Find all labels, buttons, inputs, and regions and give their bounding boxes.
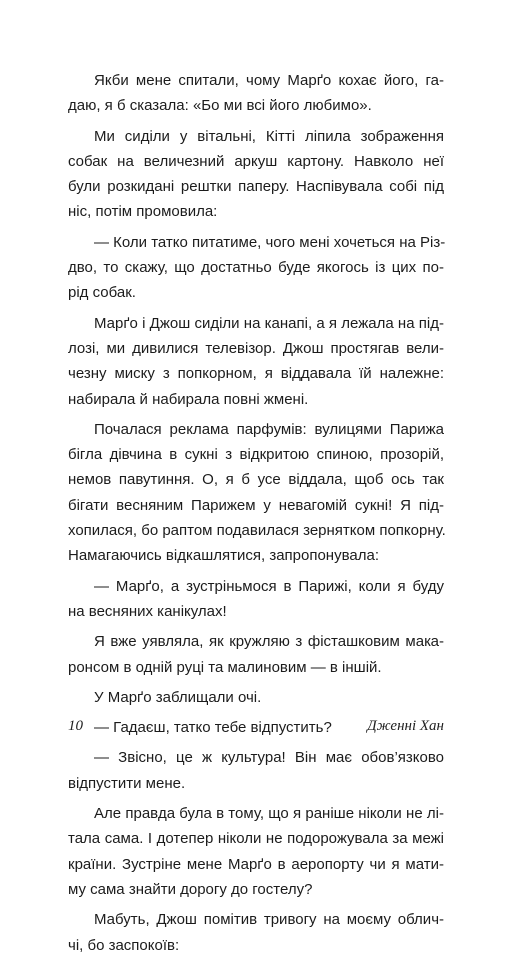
text-line: рід собак. bbox=[68, 284, 136, 302]
paragraph bbox=[68, 801, 444, 902]
text-line: немов павутиння. О, я б усе віддала, щоб ось так bbox=[68, 471, 444, 489]
text-line: хопилася, бо раптом подавилася зернятком попкорну. bbox=[68, 522, 446, 540]
text-line: чезну миску з попкорном, я віддавала їй належне: bbox=[68, 365, 444, 383]
book-page-body bbox=[68, 68, 444, 963]
text-line: — Марґо, а зустріньмося в Парижі, коли я буду bbox=[94, 577, 444, 595]
text-line: Я вже уявляла, як кружляю з фісташковим макa- bbox=[94, 633, 444, 651]
text-line: — Звісно, це ж культура! Він має обов’язково bbox=[94, 749, 444, 767]
text-line: даю, я б сказала: «Бо ми всі його любимо». bbox=[68, 97, 372, 115]
text-line: набирала й набирала повні жмені. bbox=[68, 390, 309, 408]
text-line: Ми сиділи у вітальні, Кітті ліпила зображення bbox=[94, 127, 444, 145]
text-line: — Гадаєш, татко тебе відпустить? bbox=[94, 719, 332, 737]
text-line: му сама знайти дорогу до гостелу? bbox=[68, 880, 313, 898]
text-line: ніс, потім промовила: bbox=[68, 203, 218, 221]
text-line: У Марґо заблищали очі. bbox=[94, 688, 262, 706]
text-line: Марґо і Джош сиділи на канапі, а я лежала на під- bbox=[94, 314, 444, 332]
text-line: відпустити мене. bbox=[68, 774, 186, 792]
paragraph bbox=[68, 907, 444, 958]
paragraph bbox=[68, 417, 444, 569]
page-number: 10 bbox=[68, 718, 83, 734]
text-line: ронсом в одній руці та малиновим — в іншій. bbox=[68, 658, 382, 676]
text-line: собак на величезний аркуш картону. Навколо неї bbox=[68, 152, 444, 170]
text-line: чі, бо заспокоїв: bbox=[68, 936, 180, 954]
paragraph bbox=[68, 685, 444, 710]
text-line: бігла дівчина в сукні з відкритою спиною, прозорій, bbox=[68, 446, 444, 464]
text-line: — Коли татко питатиме, чого мені хочеться на Різ- bbox=[94, 233, 446, 251]
paragraph bbox=[68, 629, 444, 680]
text-line: Мабуть, Джош помітив тривогу на моєму облич- bbox=[94, 911, 444, 929]
text-line: Але правда була в тому, що я раніше ніколи не лі- bbox=[94, 805, 444, 823]
text-line: Якби мене спитали, чому Марґо кохає його, га- bbox=[94, 72, 444, 89]
page-footer bbox=[68, 718, 444, 740]
text-line: лозі, ми дивилися телевізор. Джош простягав вели- bbox=[68, 339, 444, 357]
running-head-author: Дженні Хан bbox=[367, 718, 444, 734]
text-line: на весняних канікулах! bbox=[68, 602, 227, 620]
paragraph bbox=[68, 311, 444, 412]
text-line: дво, то скажу, що достатньо буде якогось із цих по- bbox=[68, 259, 444, 277]
text-line: Почалася реклама парфумів: вулицями Парижа bbox=[94, 420, 444, 438]
text-line: були розкидані рештки паперу. Наспівувала собі під bbox=[68, 178, 444, 196]
paragraph bbox=[68, 230, 444, 306]
paragraph bbox=[68, 745, 444, 796]
text-line: бігати весняним Парижем у невагомій сукні! Я під- bbox=[68, 496, 444, 514]
text-line: тала сама. І дотепер ніколи не подорожувала за межі bbox=[68, 830, 444, 848]
text-line: країни. Зустріне мене Марґо в аеропорту чи я мати- bbox=[68, 855, 444, 873]
paragraph bbox=[68, 68, 444, 119]
paragraph bbox=[68, 574, 444, 625]
text-line: Намагаючись відкашлятися, запропонувала: bbox=[68, 547, 379, 565]
paragraph bbox=[68, 124, 444, 225]
